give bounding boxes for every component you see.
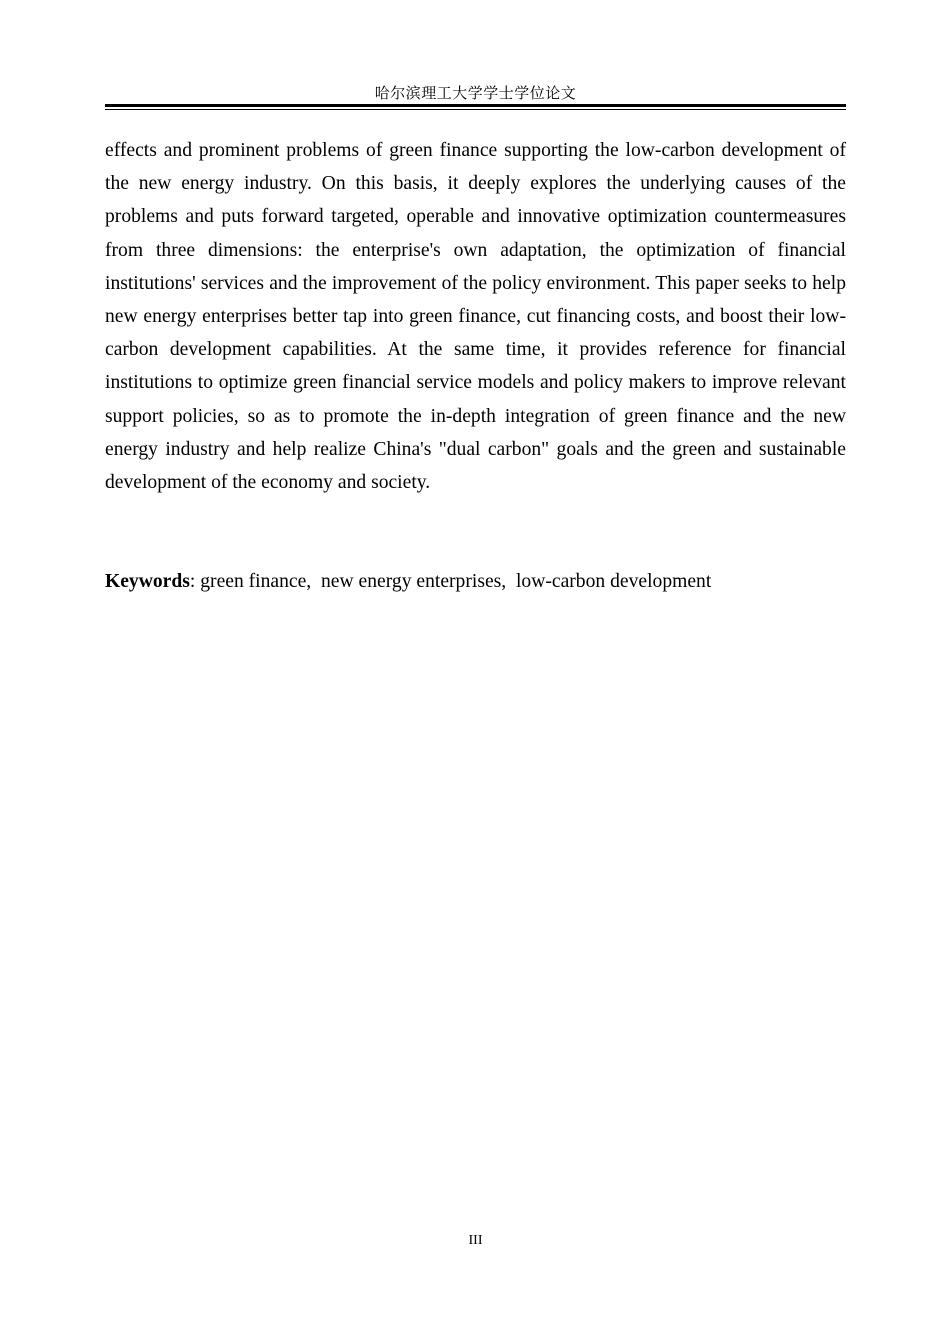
header-rule-thin (105, 109, 846, 110)
page-header-title: 哈尔滨理工大学学士学位论文 (374, 86, 577, 102)
keywords-text: : green finance, new energy enterprises, low-carbon development (189, 571, 712, 592)
abstract-paragraph: effects and prominent problems of green finance supporting the low-carbon development of the new energy industry. On this basis, it deeply explores the underlying causes of the problems and puts forward targeted, operable and innovative optimization countermeasures from three dimensions: the enterprise's own adaptation, the optimization of financial institutions' services and the improvement of the policy environment. This paper seeks to help new energy enterprises better tap into green finance, cut financing costs, and boost their low-carbon development capabilities. At the same time, it provides reference for financial institutions to optimize green financial service models and policy makers to improve relevant support policies, so as to promote the in-depth integration of green finance and the new energy industry and help realize China's "dual carbon" goals and the green and sustainable development of the economy and society. (105, 140, 846, 494)
keywords-line (105, 565, 846, 598)
header-rule-thick (105, 104, 846, 107)
page-number: III (468, 1233, 483, 1248)
keywords-label: Keywords (105, 571, 190, 592)
